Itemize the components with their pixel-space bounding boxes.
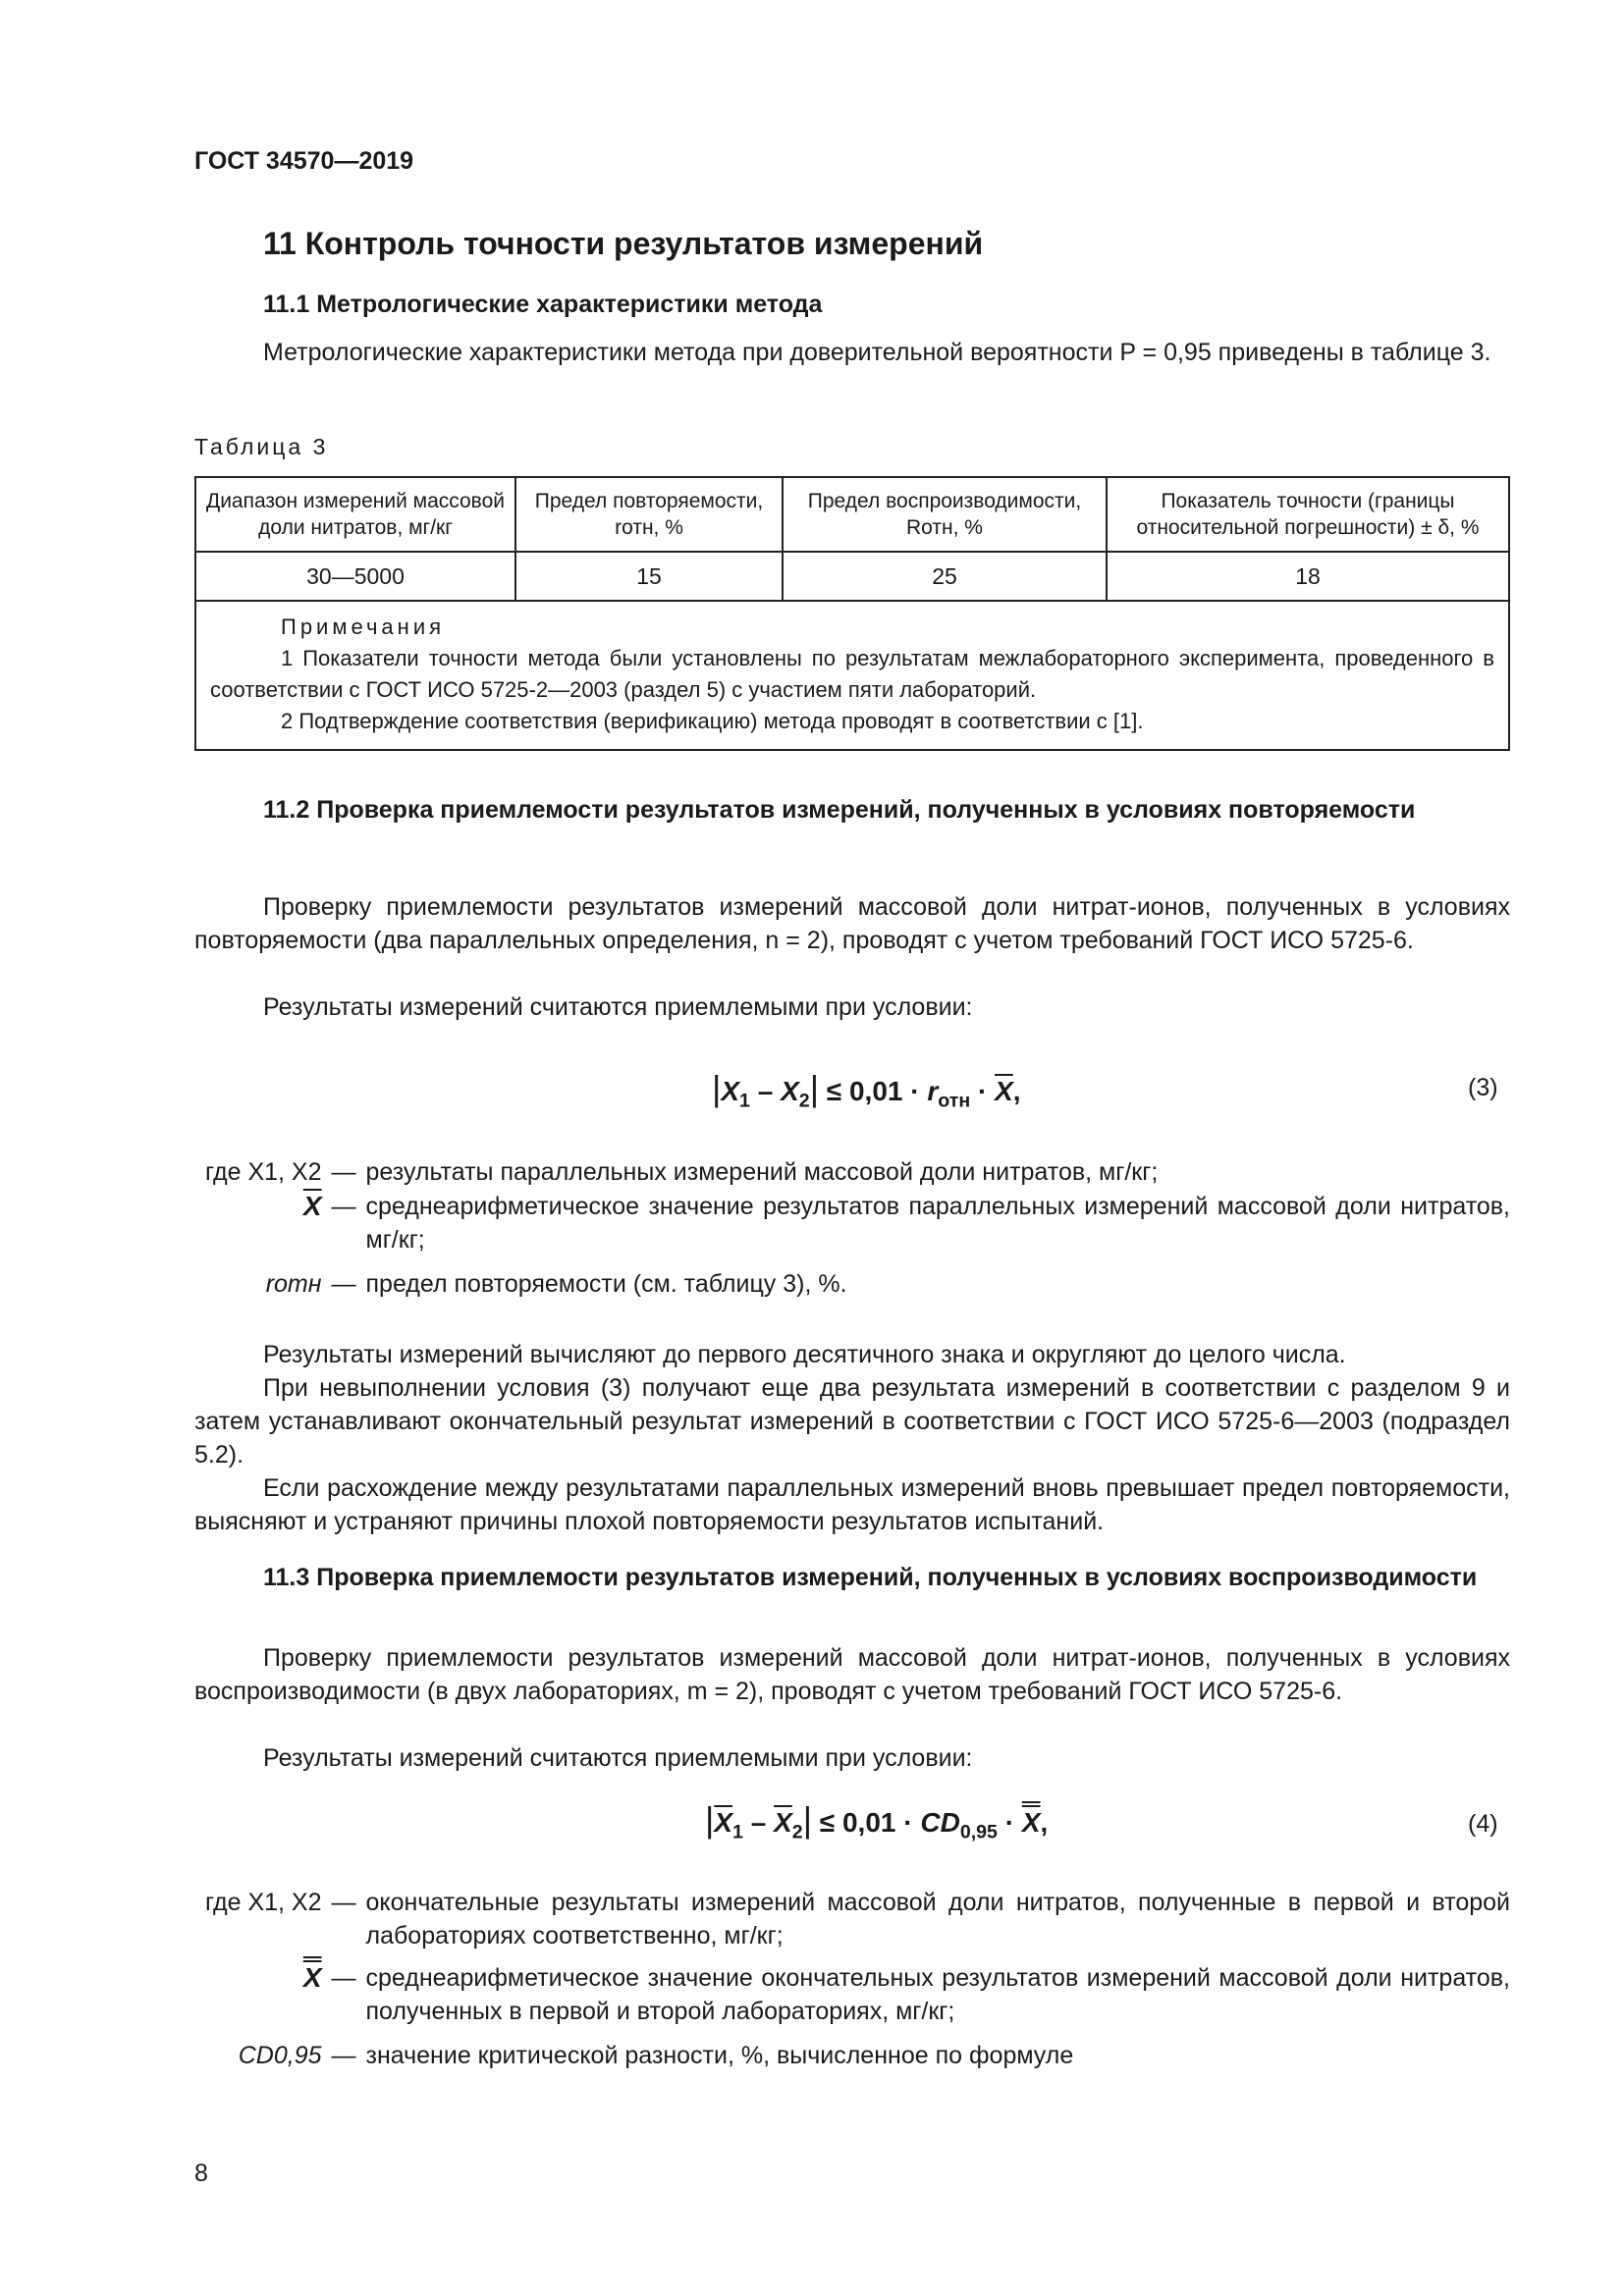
notes-title: Примечания — [281, 614, 446, 639]
table-cell-repeatability: 15 — [515, 552, 783, 601]
definition-term: CD0,95 — [238, 2042, 322, 2069]
definition-row — [194, 2039, 1510, 2072]
definition-text: окончательные результаты измерений массовой доли нитратов, полученные в первой и второй лабораториях соответственно, мг/кг; — [365, 1889, 1510, 1949]
definition-row — [194, 1886, 1510, 1952]
note-2: 2 Подтверждение соответствия (верификацию) метода проводят в соответствии с [1]. — [281, 709, 1144, 733]
definition-row — [194, 1961, 1510, 2028]
table-header-row — [195, 477, 1509, 552]
table-header-accuracy: Показатель точности (границы относительной погрешности) ± δ, % — [1107, 477, 1509, 552]
definition-dash: — — [331, 1158, 356, 1186]
definition-row — [194, 1190, 1510, 1256]
table-notes-row — [195, 601, 1509, 750]
note-1: 1 Показатели точности метода были установлены по результатам межлабораторного эксперимента, проведенного в соответствии с ГОСТ ИСО 5725-2—2003 (раздел 5) с участием пяти лабораторий. — [210, 646, 1494, 702]
definition-text: среднеарифметическое значение результатов параллельных измерений массовой доли нитратов, мг/кг; — [365, 1193, 1510, 1254]
definition-term: X — [302, 1962, 322, 1993]
subsection-11-2-p2: Результаты измерений считаются приемлемыми при условии: — [263, 993, 973, 1021]
subsection-11-2-title: 11.2 Проверка приемлемости результатов измерений, полученных в условиях повторяемости — [263, 796, 1416, 824]
definition-dash: — — [331, 1964, 356, 1992]
table-header-range: Диапазон измерений массовой доли нитратов, мг/кг — [195, 477, 515, 552]
formula-4-number: (4) — [1468, 1810, 1498, 1838]
table-cell-accuracy: 18 — [1107, 552, 1509, 601]
definition-term: где X1, X2 — [205, 1158, 322, 1186]
subsection-11-3-title: 11.3 Проверка приемлемости результатов измерений, полученных в условиях воспроизводимости — [263, 1564, 1478, 1591]
formula-4: $|\overline{X}_1 - \overline{X}_2| \le 0,01 \cdot CD_{0,95} \cdot X$, — [705, 1799, 1049, 1843]
table-notes — [195, 601, 1509, 750]
subsection-11-3-p2: Результаты измерений считаются приемлемыми при условии: — [263, 1744, 973, 1772]
subsection-11-2-p3: Результаты измерений вычисляют до первого десятичного знака и округляют до целого числа. — [263, 1341, 1346, 1368]
definition-dash: — — [331, 2042, 356, 2069]
page-number: 8 — [194, 2160, 208, 2187]
table-cell-range: 30—5000 — [195, 552, 515, 601]
formula-3-number: (3) — [1468, 1074, 1498, 1101]
subsection-11-2-p5: Если расхождение между результатами параллельных измерений вновь превышает предел повторяемости, выясняют и устраняют причины плохой повторяемости результатов испытаний. — [194, 1474, 1510, 1535]
subsection-11-2-p1: Проверку приемлемости результатов измерений массовой доли нитрат-ионов, полученных в условиях повторяемости (два параллельных определения, n = 2), проводят с учетом требований ГОСТ ИСО 5725-6. — [194, 893, 1510, 954]
definition-text: предел повторяемости (см. таблицу 3), %. — [365, 1270, 847, 1298]
definition-term: где X1, X2 — [205, 1889, 322, 1916]
table-cell-reproducibility: 25 — [783, 552, 1107, 601]
subsection-11-3-p1: Проверку приемлемости результатов измерений массовой доли нитрат-ионов, полученных в условиях воспроизводимости (в двух лабораториях, m = 2), проводят с учетом требований ГОСТ ИСО 5725-6. — [194, 1644, 1510, 1705]
subsection-11-1-title: 11.1 Метрологические характеристики метода — [263, 291, 823, 318]
definition-row — [194, 1155, 1510, 1189]
definition-text: значение критической разности, %, вычисленное по формуле — [365, 2042, 1074, 2069]
definition-term: $\overline{X}$ — [302, 1191, 322, 1221]
definition-row — [194, 1267, 1510, 1301]
subsection-11-1-text: Метрологические характеристики метода при доверительной вероятности P = 0,95 приведены в таблице 3. — [263, 339, 1491, 366]
definition-term: rотн — [265, 1270, 322, 1298]
table-header-repeatability: Предел повторяемости, rотн, % — [515, 477, 783, 552]
section-title: 11 Контроль точности результатов измерений — [263, 226, 984, 261]
table-caption: Таблица 3 — [194, 434, 329, 459]
table-3 — [194, 476, 1510, 751]
definition-text: среднеарифметическое значение окончательных результатов измерений массовой доли нитратов, полученных в первой и второй лабораториях, мг/кг; — [365, 1964, 1510, 2025]
table-header-reproducibility: Предел воспроизводимости, Rотн, % — [783, 477, 1107, 552]
standard-designation: ГОСТ 34570—2019 — [194, 147, 414, 175]
formula-3: $|X_1 - X_2| \le 0,01 \cdot r_{отн} \cdot \overline{X}$, — [712, 1068, 1021, 1112]
definition-text: результаты параллельных измерений массовой доли нитратов, мг/кг; — [365, 1158, 1159, 1186]
definition-dash: — — [331, 1193, 356, 1220]
table-row — [195, 552, 1509, 601]
definition-dash: — — [331, 1889, 356, 1916]
subsection-11-2-p4: При невыполнении условия (3) получают еще два результата измерений в соответствии с разделом 9 и затем устанавливают окончательный результат измерений в соответствии с ГОСТ ИСО 5725-6—2003 (подраздел 5.2). — [194, 1374, 1510, 1468]
definition-dash: — — [331, 1270, 356, 1298]
